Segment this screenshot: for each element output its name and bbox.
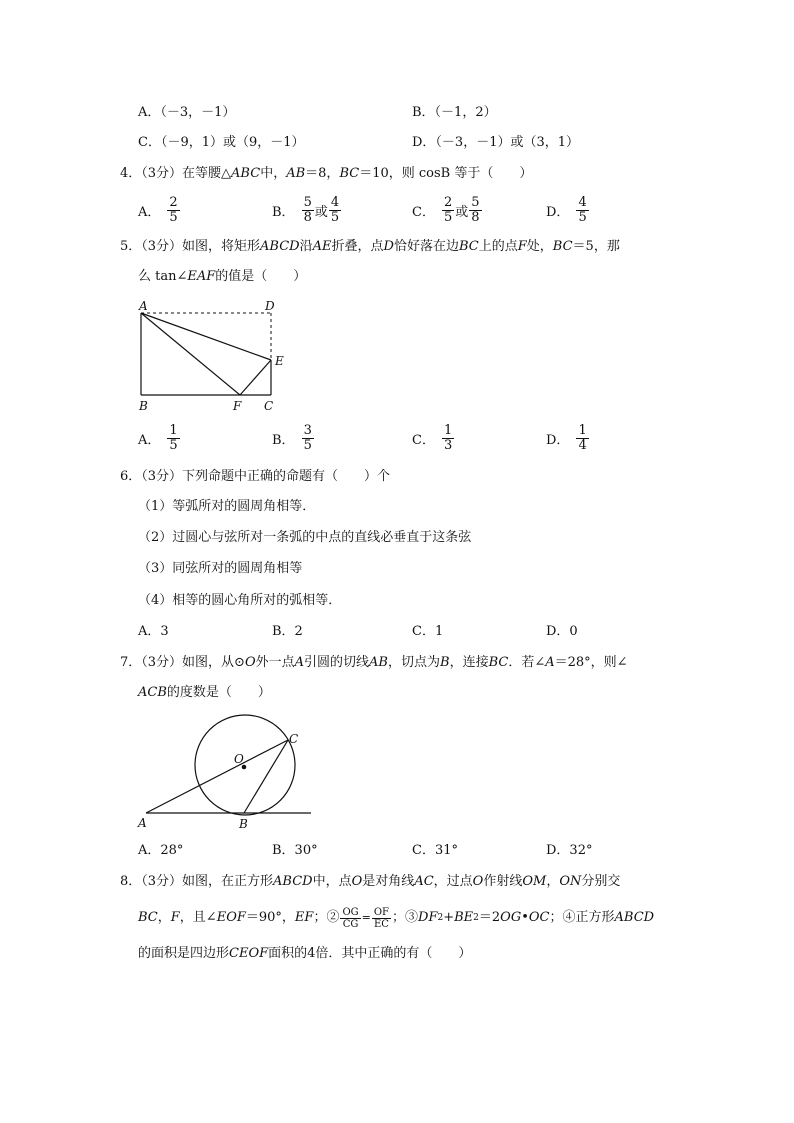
- q7-circle-figure: [130, 712, 320, 834]
- q7-label-b: B: [239, 817, 248, 831]
- q5-label-a: A: [139, 299, 148, 313]
- q4-option-a: A． $\frac{2}{5}$: [138, 195, 178, 225]
- q7-label-c: C: [289, 732, 299, 746]
- q5-label-b: B: [139, 399, 148, 413]
- q3-option-b: B．（－1，2）: [412, 105, 497, 120]
- q6-statement-2: （2）过圆心与弦所对一条弧的中点的直线必垂直于这条弦: [138, 530, 472, 545]
- q6-stem: 6．（3分）下列命题中正确的命题有（ ）个: [120, 469, 391, 484]
- q6-statement-4: （4）相等的圆心角所对的弧相等．: [138, 593, 342, 608]
- q5-label-f: F: [233, 399, 242, 413]
- q7-stem-line1: 7．（3分）如图，从⊙O外一点A引圆的切线AB，切点为B，连接BC．若∠A＝28°，则∠: [120, 655, 628, 670]
- q7-stem-line2: ACB的度数是（ ）: [138, 685, 271, 700]
- q5-option-c: C． $\frac{1}{3}$: [412, 423, 453, 453]
- q4-stem: 4．（3分）在等腰△ABC中，AB＝8，BC＝10，则 cosB 等于（ ）: [120, 166, 533, 181]
- q4-option-b: B． $\frac{5}{8}$ 或 $\frac{4}{5}$: [272, 195, 340, 225]
- q5-segment-af: [141, 313, 240, 395]
- q4-option-c: C． $\frac{2}{5}$ 或 $\frac{5}{8}$: [412, 195, 480, 225]
- q5-label-d: D: [265, 299, 275, 313]
- q8-fraction-og-cg: $\frac{OG}{CG}$: [342, 906, 359, 930]
- q5-stem-line1: 5．（3分）如图，将矩形ABCD沿AE折叠，点D恰好落在边BC上的点F处，BC＝5，那: [120, 239, 620, 254]
- q6-option-b: B．2: [272, 624, 303, 639]
- q5-stem-line2: 么 tan∠EAF的值是（ ）: [138, 269, 307, 284]
- q6-option-d: D．0: [546, 624, 578, 639]
- q6-statement-1: （1）等弧所对的圆周角相等．: [138, 499, 316, 514]
- q5-segment-fe: [240, 360, 271, 395]
- q6-statement-3: （3）同弦所对的圆周角相等: [138, 561, 303, 576]
- q5-rectangle-figure: [130, 296, 290, 418]
- q7-option-a: A．28°: [138, 843, 184, 858]
- q5-segment-ae: [141, 313, 271, 360]
- q6-option-a: A．3: [138, 624, 169, 639]
- q3-option-d: D．（－3，－1）或（3，1）: [412, 135, 580, 150]
- q7-option-c: C．31°: [412, 843, 458, 858]
- q7-label-o: O: [234, 752, 244, 766]
- q3-option-a: A．（－3，－1）: [138, 105, 236, 120]
- q5-option-d: D． $\frac{1}{4}$: [546, 423, 587, 453]
- q8-stem-line2: BC ， F ，且∠ EOF ＝90°， EF ；② $\frac{OG}{CG}$ = $\frac{OF}{EC}$ ；③ DF 2 + BE 2 ＝2 OG • OC ；④正方形 ABCD: [138, 906, 655, 930]
- q8-stem-line3: 的面积是四边形CEOF面积的4倍．其中正确的有（ ）: [138, 946, 472, 961]
- q3-option-c: C．（－9，1）或（9，－1）: [138, 135, 305, 150]
- q8-fraction-of-ec: $\frac{OF}{EC}$: [373, 906, 389, 930]
- q7-option-d: D．32°: [546, 843, 593, 858]
- q8-stem-line1: 8．（3分）如图，在正方形ABCD中，点O是对角线AC，过点O作射线OM，ON分别交: [120, 874, 621, 889]
- q5-option-b: B． $\frac{3}{5}$: [272, 423, 312, 453]
- q5-label-e: E: [275, 354, 284, 368]
- q5-option-a: A． $\frac{1}{5}$: [138, 423, 178, 453]
- q7-label-a: A: [138, 816, 147, 830]
- q7-option-b: B．30°: [272, 843, 318, 858]
- q6-option-c: C．1: [412, 624, 444, 639]
- q5-label-c: C: [264, 399, 274, 413]
- q4-option-d: D． $\frac{4}{5}$: [546, 195, 587, 225]
